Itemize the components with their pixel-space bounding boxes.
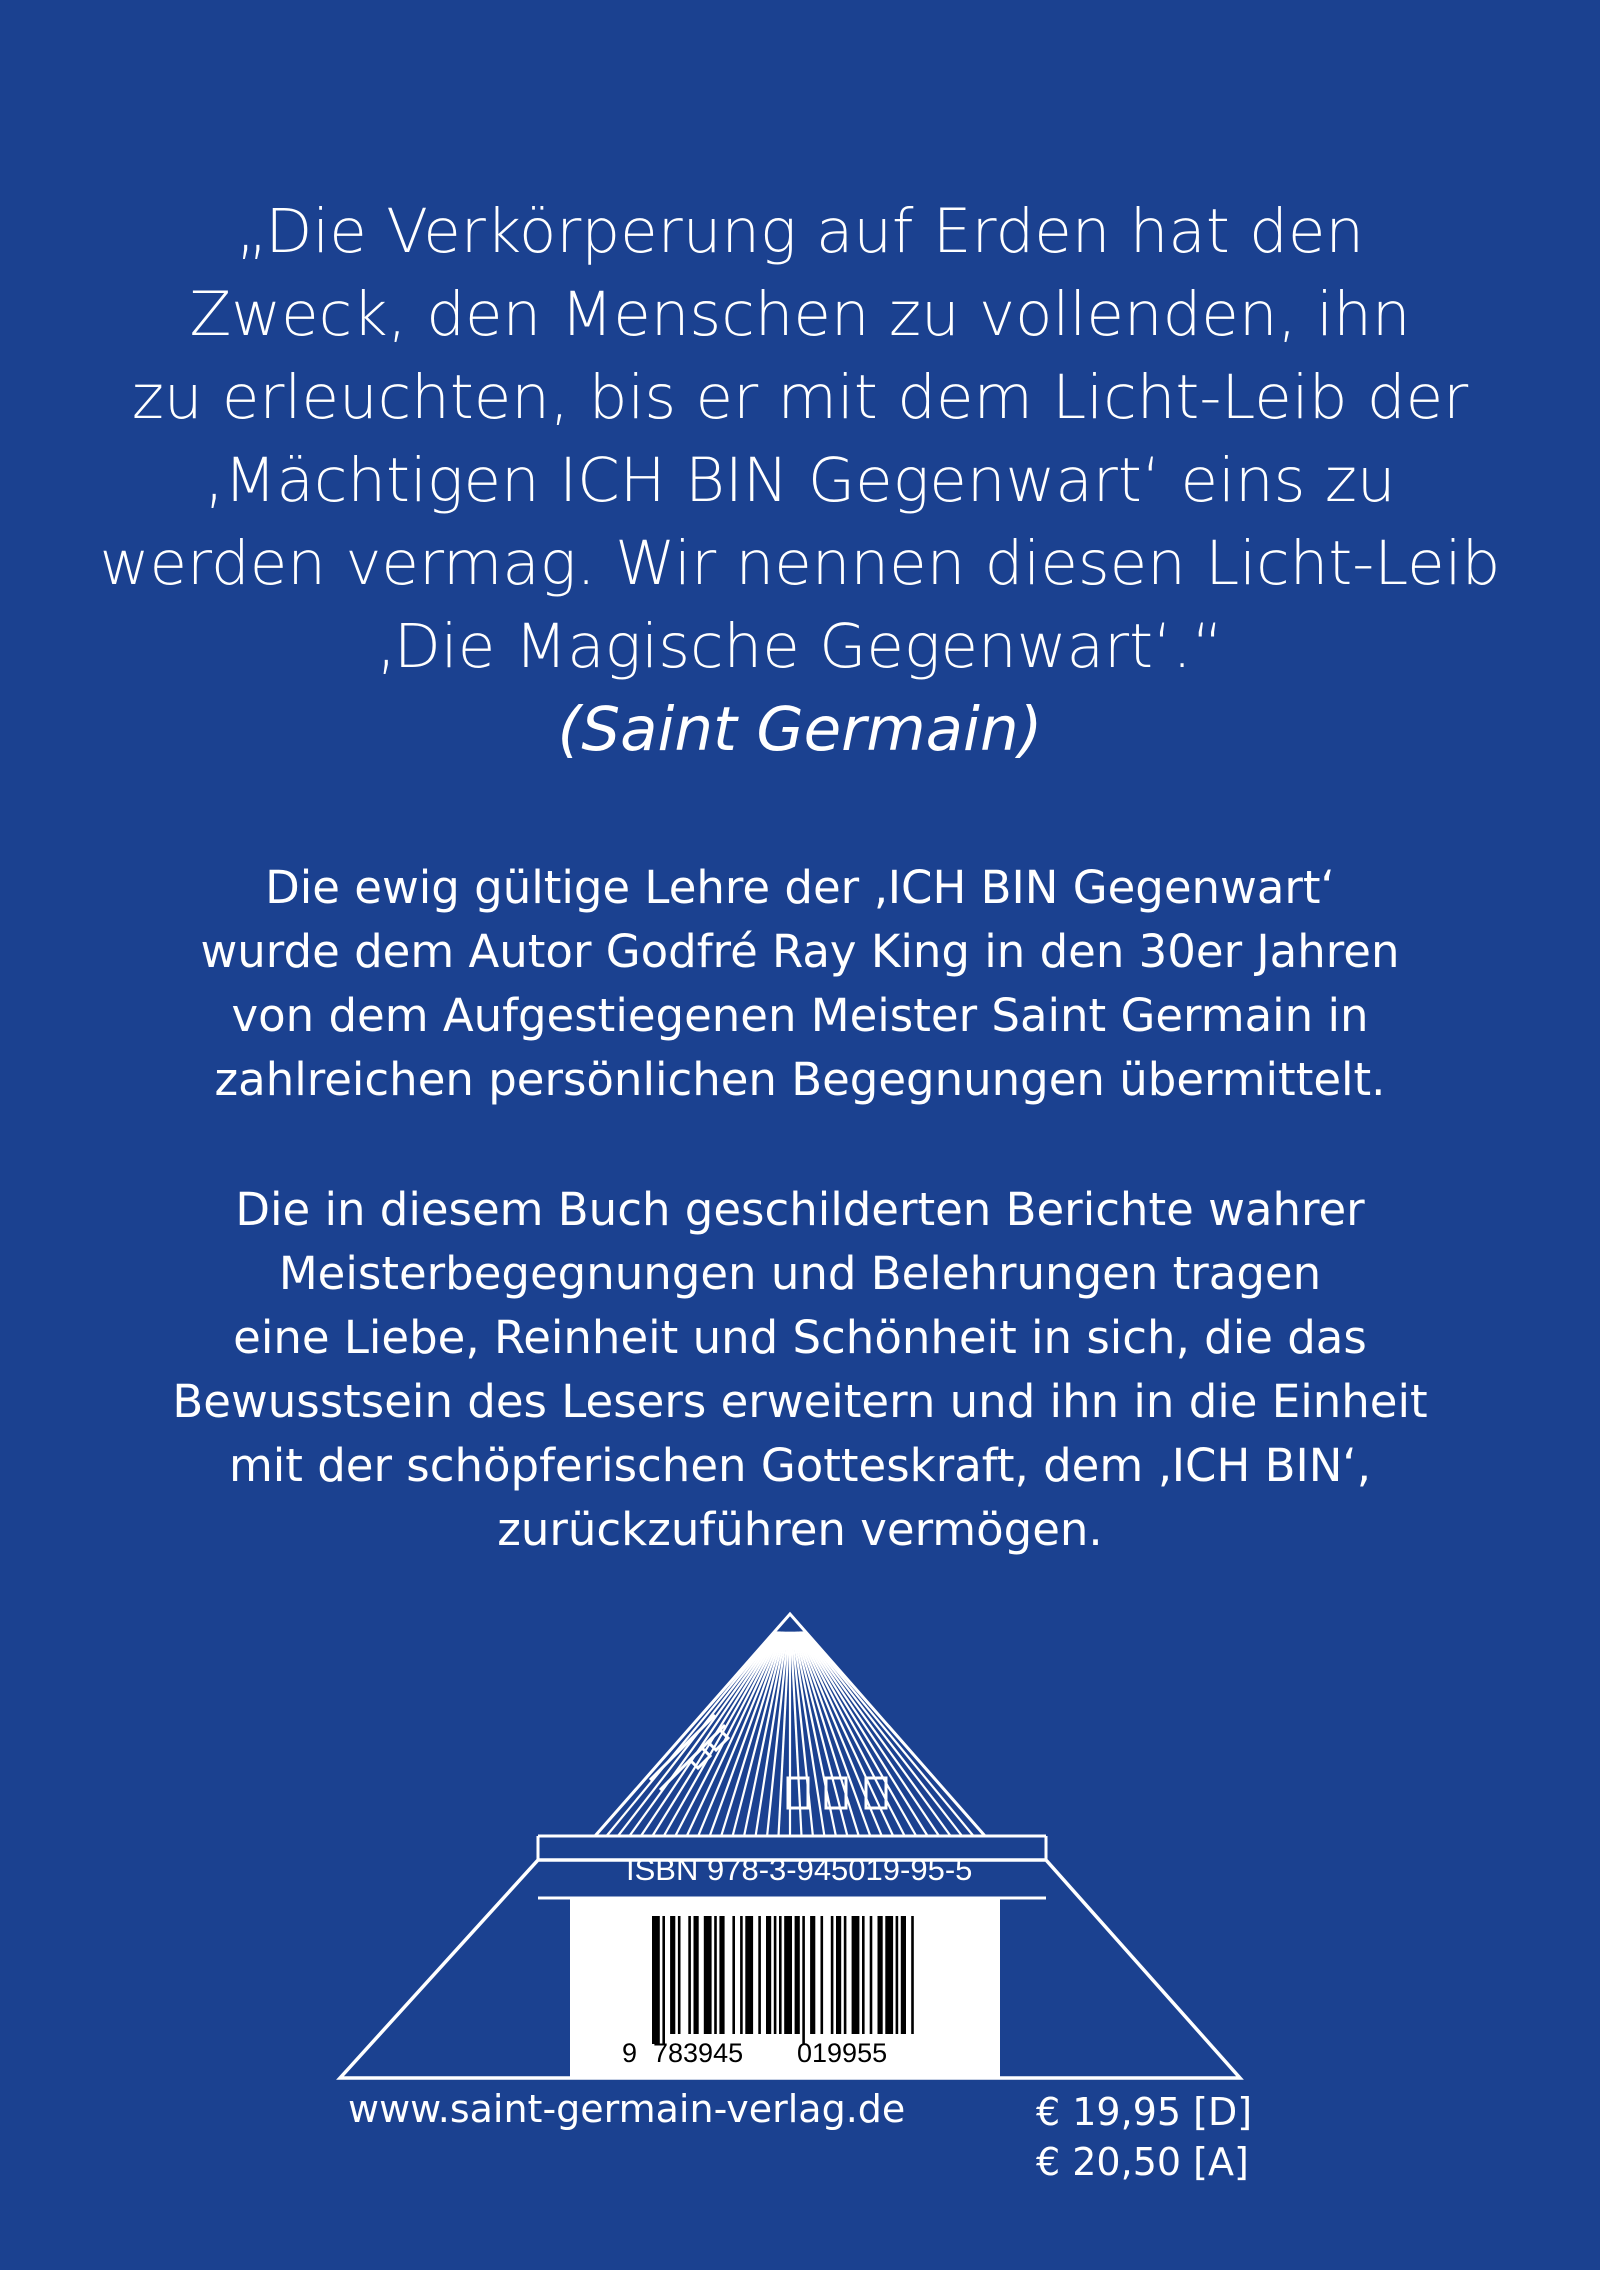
barcode-bar [779,1916,782,2034]
barcode-bar [885,1916,893,2034]
barcode-digits-left: 783945 [653,2038,744,2068]
price-germany: € 19,95 [D] [1036,2090,1253,2134]
quote-line: ‚Die Magische Gegenwart‘.“ [376,611,1224,682]
description-line: zurückzuführen vermögen. [497,1503,1103,1556]
barcode-bar [758,1916,761,2034]
description-line: von dem Aufgestiegenen Meister Saint Germain in [231,989,1369,1042]
barcode-bar [802,1916,805,2044]
description-line: zahlreichen persönlichen Begegnungen übermittelt. [214,1053,1386,1106]
barcode-bar [652,1916,660,2044]
barcode-bar [704,1916,712,2034]
barcode-bar [821,1916,824,2034]
barcode-bar [774,1916,777,2034]
barcode-bar [844,1916,847,2034]
barcode-bar [911,1916,914,2034]
barcode-bar [670,1916,675,2034]
publisher-url[interactable]: www.saint-germain-verlag.de [348,2087,906,2131]
description-line: mit der schöpferischen Gotteskraft, dem ‚ICH BIN‘, [228,1439,1372,1492]
quote-line: zu erleuchten, bis er mit dem Licht-Leib der [131,362,1469,433]
barcode-bar [688,1916,691,2034]
quote-line: werden vermag. Wir nennen diesen Licht-Leib [99,528,1501,599]
barcode-bar [862,1916,865,2034]
barcode-bar [878,1916,883,2034]
barcode-bar [694,1916,699,2034]
pyramid-stripe [629,1632,777,1836]
description-line: Bewusstsein des Lesers erweitern und ihn in die Einheit [172,1375,1428,1428]
barcode-digits-right: 019955 [797,2038,888,2068]
isbn-label: ISBN 978-3-945019-95-5 [626,1852,973,1887]
barcode-bar [714,1916,717,2034]
pyramid-stripe [802,1632,939,1836]
barcode-bar [662,1916,665,2044]
barcode-bar [810,1916,815,2034]
barcode-bar [745,1916,753,2034]
quote-author: (Saint Germain) [557,694,1043,765]
price-austria: € 20,50 [A] [1036,2140,1249,2184]
description-line: eine Liebe, Reinheit und Schönheit in sich, die das [233,1311,1367,1364]
barcode-bar [852,1916,860,2034]
barcode-bar [831,1916,834,2034]
quote-line: ‚Mächtigen ICH BIN Gegenwart‘ eins zu [204,445,1396,516]
pyramid-stripe [641,1632,778,1836]
barcode-bar [901,1916,906,2034]
barcode-bar [719,1916,724,2034]
quote-line: „Die Verkörperung auf Erden hat den [235,196,1365,267]
price-block [1036,2087,1252,2187]
quote-line: Zweck, den Menschen zu vollenden, ihn [189,279,1411,350]
barcode-bar [732,1916,735,2034]
barcode-bar [836,1916,841,2034]
pyramid-striped-roof [607,1632,974,1836]
barcode-bar [678,1916,681,2034]
description-line: Meisterbegegnungen und Belehrungen tragen [278,1247,1322,1300]
description-line: Die ewig gültige Lehre der ‚ICH BIN Gegenwart‘ [265,861,1335,914]
barcode-bar [870,1916,873,2034]
barcode-bar [766,1916,771,2034]
barcode [570,1898,1000,2078]
barcode-digit-first: 9 [622,2038,638,2068]
description-line: wurde dem Autor Godfré Ray King in den 30er Jahren [200,925,1400,978]
description-line: Die in diesem Buch geschilderten Berichte wahrer [235,1183,1365,1236]
pyramid-stripe [687,1632,782,1836]
barcode-bar [896,1916,899,2034]
barcode-bar [795,1916,800,2034]
barcode-bar [740,1916,743,2034]
barcode-bar [784,1916,792,2034]
